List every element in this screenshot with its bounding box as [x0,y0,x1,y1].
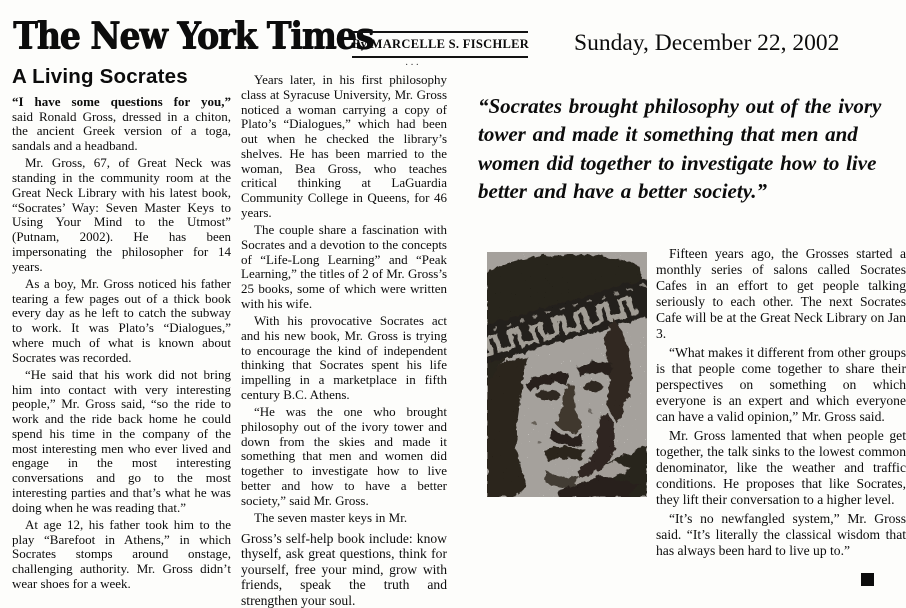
body-paragraph: Mr. Gross lamented that when people get together, the talk sinks to the lowest common denominator, like the weather and traffic conditions. He proposes that like Socrates, they lift their conversation to a higher level. [656,428,906,508]
body-paragraph: “It’s no newfangled system,” Mr. Gross said. “It’s literally the classical wisdom that has always been hard to live up to.” [656,511,906,559]
end-of-article-mark [861,573,874,586]
body-paragraph: “What makes it different from other groups is that people come together to share their perspectives on something on which everyone is an expert and which everyone can have a valid opinion,” Mr. Gross said. [656,345,906,425]
article-headline: A Living Socrates [12,65,188,88]
body-paragraph: “He said that his work did not bring him into contact with very interesting people,” Mr. Gross said, “so the ride to work and the ride back home he could spend his time in the company of the most interesting men who ever lived and engage in the most interesting conversations and go to the most interesting parties and that’s what he was doing when he was reading that.” [12,366,231,515]
body-paragraph: The seven master keys in Mr. [254,509,408,525]
body-paragraph: Years later, in his first philosophy class at Syracuse University, Mr. Gross noticed a woman carrying a copy of Plato’s “Dialogues,” which had been out when he checked the library’s shelves. He has been married to the woman, Bea Gross, who teaches critical thinking at LaGuardia Community College in Queens, for 46 years. [241,72,447,220]
body-paragraph: The couple share a fascination with Socrates and a devotion to the concepts of “Life-Long Learning” and “Peak Learning,” the titles of 2 of Mr. Gross’s 25 books, some of which were written with his wife. [241,222,447,311]
body-paragraph: At age 12, his father took him to the play “Barefoot in Athens,” in which Socrates stomps around onstage, challenging authority. Mr. Gross didn’t wear shoes for a week. [12,516,231,591]
socrates-photo [487,252,647,497]
article-column-1 [12,65,231,592]
body-paragraph: Fifteen years ago, the Grosses started a monthly series of salons called Socrates Cafes in an effort to get people talking seriously to each other. The next Socrates Cafe will be at the Great Neck Library on Jan 3. [656,246,906,342]
body-paragraph: With his provocative Socrates act and his new book, Mr. Gross is trying to encourage the kind of independent thinking that Socrates spent his life impelling in a marketplace in fifth century B.C. Athens. [241,313,447,402]
scan-artifact-dots: ··· [405,60,421,71]
body-paragraph: “He was the one who brought philosophy out of the ivory tower and down from the skies and made it something that men and women did together to investigate how to live better and how to have a better society,” said Mr. Gross. [241,404,447,508]
body-paragraph: As a boy, Mr. Gross noticed his father tearing a few pages out of a thick book every day as he left to catch the subway to work. It was Plato’s “Dialogues,” where much of what is known about Socrates was recorded. [12,275,231,365]
byline: By MARCELLE S. FISCHLER [352,31,528,58]
lead-quote: “I have some questions for you,” [12,93,231,109]
masthead-logo: The New York Times [13,14,374,58]
body-paragraph: Mr. Gross, 67, of Great Neck was standing in the community room at the Great Neck Library with his latest book, “Socrates’ Way: Seven Master Keys to Using Your Mind to the Utmost” (Putnam, 2002). He has been impersonating the philosopher for 14 years. [12,155,231,274]
article-column-2 [241,73,447,608]
body-paragraph: Gross’s self-help book include: know thyself, ask great questions, think for yourself, free your mind, grow with friends, speak the truth and strengthen your soul. [241,530,447,608]
socrates-photo-illustration [487,252,647,497]
dateline: Sunday, December 22, 2002 [574,30,840,56]
pull-quote: “Socrates brought philosophy out of the ivory tower and made it something that men and women did together to investigate how to live better and have a better society.” [478,94,882,204]
body-text: said Ronald Gross, dressed in a chiton, the ancient Greek version of a toga, sandals and a headband. [12,108,231,153]
article-column-3 [656,246,906,559]
body-paragraph [12,95,231,154]
